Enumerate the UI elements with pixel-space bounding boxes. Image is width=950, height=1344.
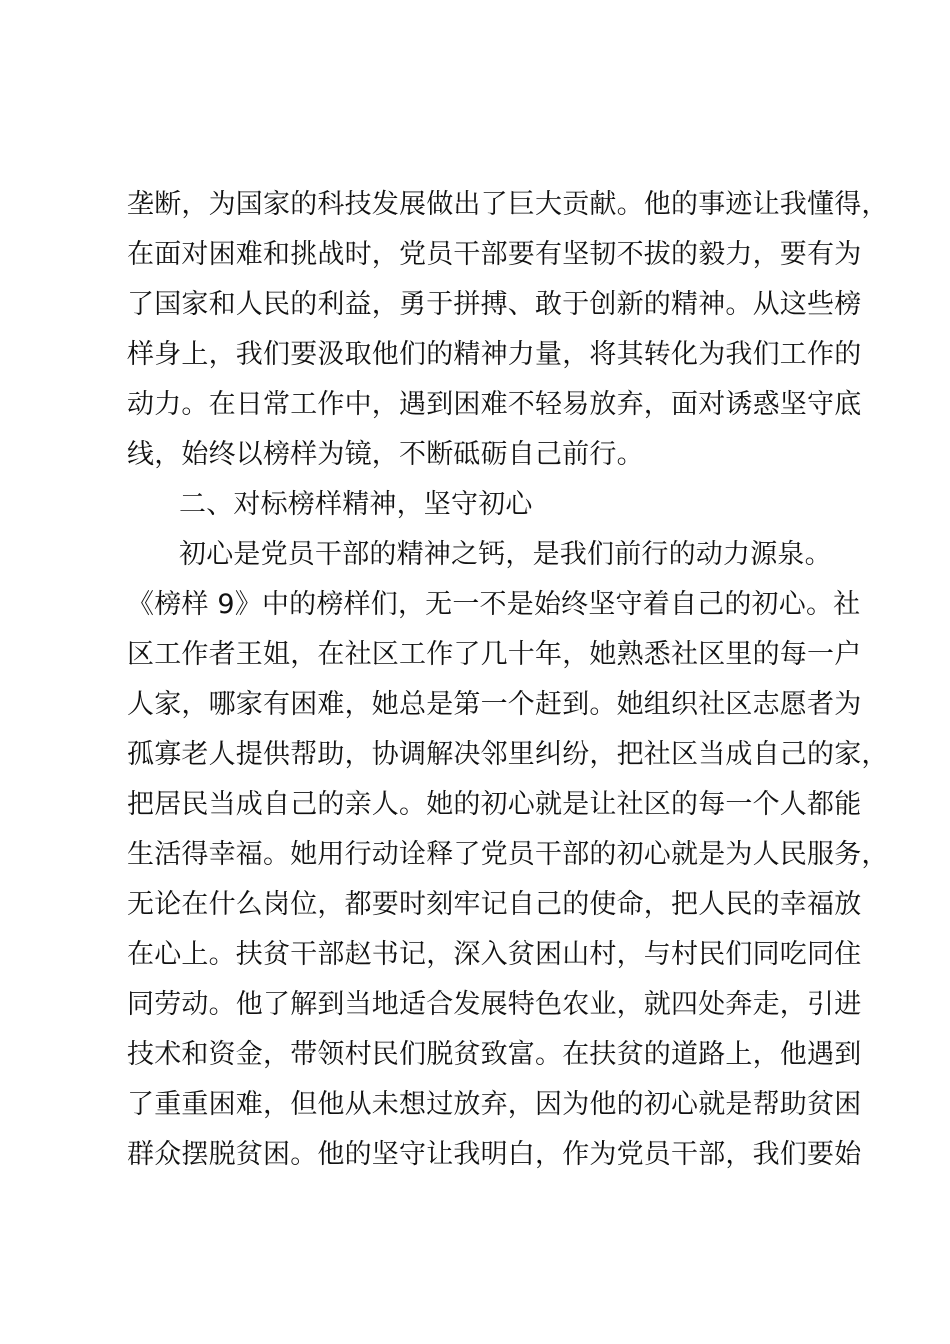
- text-line: 技术和资金，带领村民们脱贫致富。在扶贫的道路上，他遇到: [127, 1039, 862, 1070]
- text-line: 同劳动。他了解到当地适合发展特色农业，就四处奔走，引进: [127, 989, 862, 1020]
- text-line: 动力。在日常工作中，遇到困难不轻易放弃，面对诱惑坚守底: [127, 389, 862, 420]
- text-line: 把居民当成自己的亲人。她的初心就是让社区的每一个人都能: [127, 789, 862, 820]
- text-line: 群众摆脱贫困。他的坚守让我明白，作为党员干部，我们要始: [127, 1139, 862, 1170]
- section-heading: 二、对标榜样精神，坚守初心: [179, 489, 533, 520]
- text-line: 垄断，为国家的科技发展做出了巨大贡献。他的事迹让我懂得，: [127, 189, 889, 220]
- text-line: 在心上。扶贫干部赵书记，深入贫困山村，与村民们同吃同住: [127, 939, 862, 970]
- text-line: 生活得幸福。她用行动诠释了党员干部的初心就是为人民服务，: [127, 839, 889, 870]
- text-line: 初心是党员干部的精神之钙，是我们前行的动力源泉。: [179, 539, 832, 570]
- text-line: 人家，哪家有困难，她总是第一个赶到。她组织社区志愿者为: [127, 689, 862, 720]
- text-line: 在面对困难和挑战时，党员干部要有坚韧不拔的毅力，要有为: [127, 239, 862, 270]
- text-line: 了重重困难，但他从未想过放弃，因为他的初心就是帮助贫困: [127, 1089, 862, 1120]
- text-line: 无论在什么岗位，都要时刻牢记自己的使命，把人民的幸福放: [127, 889, 862, 920]
- text-line: 了国家和人民的利益，勇于拼搏、敢于创新的精神。从这些榜: [127, 289, 862, 320]
- text-line: 线，始终以榜样为镜，不断砥砺自己前行。: [127, 439, 644, 470]
- text-line: 孤寡老人提供帮助，协调解决邻里纠纷，把社区当成自己的家，: [127, 739, 889, 770]
- text-line: 《榜样 9》中的榜样们，无一不是始终坚守着自己的初心。社: [127, 589, 861, 620]
- text-line: 样身上，我们要汲取他们的精神力量，将其转化为我们工作的: [127, 339, 862, 370]
- text-line: 区工作者王姐，在社区工作了几十年，她熟悉社区里的每一户: [127, 639, 862, 670]
